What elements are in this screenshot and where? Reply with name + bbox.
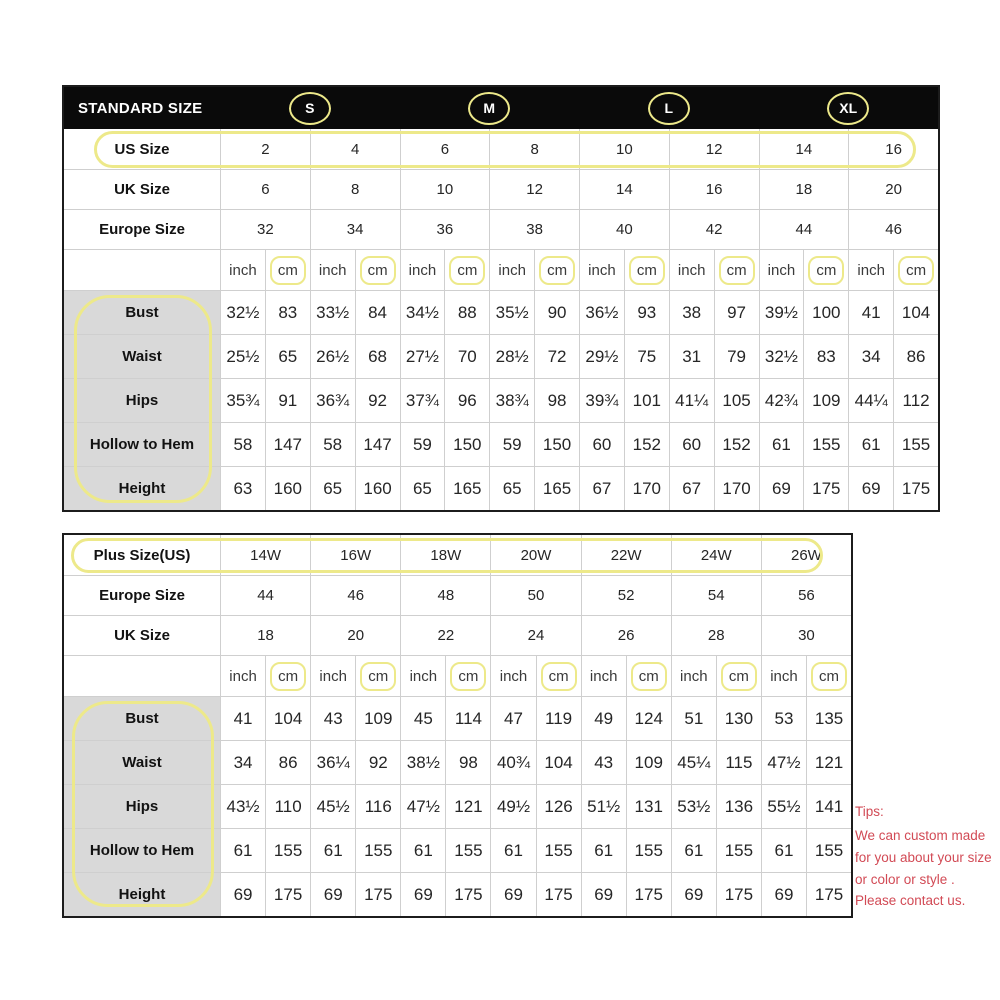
measure-value-cell: 69 xyxy=(400,873,445,916)
measure-value-cell: 61 xyxy=(848,423,893,466)
measure-value-cell: 100 xyxy=(803,291,848,334)
measure-value-cell: 55½ xyxy=(761,785,806,828)
size-value-cell: 36 xyxy=(400,210,490,249)
measure-value-cell: 63 xyxy=(220,467,265,510)
size-value-cell: 12 xyxy=(669,129,759,169)
size-bubble-s: S xyxy=(289,92,331,125)
measure-value-cell: 59 xyxy=(400,423,445,466)
cm-highlight-box: cm xyxy=(270,662,306,691)
measure-value-cell: 61 xyxy=(581,829,626,872)
measure-value-cell: 45¼ xyxy=(671,741,716,784)
measure-row xyxy=(64,334,938,378)
cm-highlight-box: cm xyxy=(721,662,757,691)
measure-row xyxy=(64,784,851,828)
measure-value-cell: 75 xyxy=(624,335,669,378)
measure-value-cell: 104 xyxy=(893,291,938,334)
cm-highlight-box: cm xyxy=(541,662,577,691)
inch-unit-cell: inch xyxy=(581,656,626,696)
measure-value-cell: 32½ xyxy=(759,335,804,378)
measure-value-cell: 41¼ xyxy=(669,379,714,422)
size-group-s xyxy=(220,92,400,125)
cm-unit-cell xyxy=(716,656,761,696)
tips-line: for you about your size xyxy=(855,849,992,865)
measure-value-cell: 43 xyxy=(581,741,626,784)
measure-value-cell: 36¾ xyxy=(310,379,355,422)
measure-value-cell: 33½ xyxy=(310,291,355,334)
measure-value-cell: 61 xyxy=(310,829,355,872)
measure-value-cell: 29½ xyxy=(579,335,624,378)
measure-row xyxy=(64,466,938,510)
size-value-cell: 22 xyxy=(400,616,490,655)
measure-value-cell: 131 xyxy=(626,785,671,828)
measure-value-cell: 69 xyxy=(581,873,626,916)
measure-value-cell: 83 xyxy=(803,335,848,378)
measure-value-cell: 34 xyxy=(220,741,265,784)
size-value-cell: 48 xyxy=(400,576,490,615)
cm-highlight-box: cm xyxy=(811,662,847,691)
measure-value-cell: 84 xyxy=(355,291,400,334)
measure-value-cell: 175 xyxy=(806,873,851,916)
measure-value-cell: 41 xyxy=(220,697,265,740)
measure-value-cell: 175 xyxy=(355,873,400,916)
size-value-cell: 26 xyxy=(581,616,671,655)
measure-value-cell: 91 xyxy=(265,379,310,422)
cm-unit-cell xyxy=(624,250,669,290)
measure-value-cell: 119 xyxy=(536,697,581,740)
unit-row-empty-label xyxy=(64,250,220,290)
measure-value-cell: 47½ xyxy=(400,785,445,828)
size-value-cell: 26W xyxy=(761,535,851,575)
cm-highlight-box: cm xyxy=(719,256,755,285)
measure-value-cell: 121 xyxy=(806,741,851,784)
cm-highlight-box: cm xyxy=(270,256,306,285)
cm-unit-cell xyxy=(893,250,938,290)
inch-unit-cell: inch xyxy=(220,656,265,696)
measure-value-cell: 155 xyxy=(355,829,400,872)
measure-value-cell: 83 xyxy=(265,291,310,334)
size-row-label: Plus Size(US) xyxy=(93,546,191,564)
size-value-cell: 16W xyxy=(310,535,400,575)
tips-title: Tips: xyxy=(855,804,884,819)
measure-value-cell: 155 xyxy=(536,829,581,872)
measure-row-label: Hips xyxy=(64,785,220,828)
measure-value-cell: 170 xyxy=(624,467,669,510)
measure-value-cell: 25½ xyxy=(220,335,265,378)
measure-row-label: Bust xyxy=(64,291,220,334)
cm-unit-cell xyxy=(355,250,400,290)
measure-value-cell: 79 xyxy=(714,335,759,378)
measure-value-cell: 69 xyxy=(220,873,265,916)
measure-value-cell: 60 xyxy=(579,423,624,466)
measure-value-cell: 155 xyxy=(445,829,490,872)
measure-value-cell: 59 xyxy=(489,423,534,466)
measure-value-cell: 67 xyxy=(669,467,714,510)
measure-value-cell: 38¾ xyxy=(489,379,534,422)
cm-unit-cell xyxy=(444,250,489,290)
measure-value-cell: 115 xyxy=(716,741,761,784)
cm-unit-cell xyxy=(803,250,848,290)
size-value-cell: 10 xyxy=(579,129,669,169)
measure-value-cell: 65 xyxy=(489,467,534,510)
size-value-cell: 18 xyxy=(220,616,310,655)
measure-row-label: Hollow to Hem xyxy=(64,423,220,466)
measure-value-cell: 150 xyxy=(444,423,489,466)
measure-value-cell: 45 xyxy=(400,697,445,740)
cm-unit-cell xyxy=(265,656,310,696)
measure-value-cell: 175 xyxy=(893,467,938,510)
size-value-cell: 20W xyxy=(490,535,580,575)
measure-value-cell: 41 xyxy=(848,291,893,334)
measure-value-cell: 101 xyxy=(624,379,669,422)
measure-value-cell: 67 xyxy=(579,467,624,510)
inch-unit-cell: inch xyxy=(671,656,716,696)
measure-value-cell: 65 xyxy=(310,467,355,510)
measure-value-cell: 97 xyxy=(714,291,759,334)
size-value-cell: 38 xyxy=(489,210,579,249)
size-value-cell: 16 xyxy=(848,129,938,169)
measure-value-cell: 155 xyxy=(626,829,671,872)
size-bubble-xl: XL xyxy=(827,92,869,125)
size-row xyxy=(64,535,851,575)
measure-value-cell: 93 xyxy=(624,291,669,334)
measure-value-cell: 36¼ xyxy=(310,741,355,784)
measure-value-cell: 69 xyxy=(848,467,893,510)
size-row xyxy=(64,209,938,249)
size-value-cell: 4 xyxy=(310,129,400,169)
standard-size-table xyxy=(62,85,940,512)
tips-line: Please contact us. xyxy=(855,893,966,909)
measure-value-cell: 26½ xyxy=(310,335,355,378)
size-value-cell: 44 xyxy=(759,210,849,249)
inch-unit-cell: inch xyxy=(310,656,355,696)
measure-value-cell: 69 xyxy=(761,873,806,916)
measure-value-cell: 61 xyxy=(220,829,265,872)
measure-value-cell: 47½ xyxy=(761,741,806,784)
size-group-l xyxy=(579,92,759,125)
size-value-cell: 24 xyxy=(490,616,580,655)
inch-unit-cell: inch xyxy=(400,656,445,696)
measure-value-cell: 98 xyxy=(445,741,490,784)
cm-highlight-box: cm xyxy=(629,256,665,285)
measure-value-cell: 61 xyxy=(490,829,535,872)
measure-value-cell: 34½ xyxy=(400,291,445,334)
measure-value-cell: 105 xyxy=(714,379,759,422)
size-row xyxy=(64,129,938,169)
size-value-cell: 14 xyxy=(579,170,669,209)
measure-value-cell: 96 xyxy=(444,379,489,422)
size-value-cell: 8 xyxy=(489,129,579,169)
measure-value-cell: 45½ xyxy=(310,785,355,828)
measure-value-cell: 155 xyxy=(806,829,851,872)
measure-value-cell: 147 xyxy=(355,423,400,466)
inch-unit-cell: inch xyxy=(220,250,265,290)
measure-row xyxy=(64,422,938,466)
measure-value-cell: 112 xyxy=(893,379,938,422)
measure-row-label: Hips xyxy=(64,379,220,422)
inch-unit-cell: inch xyxy=(761,656,806,696)
cm-highlight-box: cm xyxy=(449,256,485,285)
size-value-cell: 56 xyxy=(761,576,851,615)
measure-value-cell: 36½ xyxy=(579,291,624,334)
measure-value-cell: 49½ xyxy=(490,785,535,828)
size-value-cell: 28 xyxy=(671,616,761,655)
cm-highlight-box: cm xyxy=(450,662,486,691)
measure-value-cell: 160 xyxy=(265,467,310,510)
measure-value-cell: 175 xyxy=(803,467,848,510)
cm-unit-cell xyxy=(445,656,490,696)
size-value-cell: 46 xyxy=(310,576,400,615)
measure-value-cell: 28½ xyxy=(489,335,534,378)
standard-size-table-body xyxy=(64,129,938,510)
size-value-cell: 40 xyxy=(579,210,669,249)
cm-unit-cell xyxy=(355,656,400,696)
measure-value-cell: 141 xyxy=(806,785,851,828)
measure-value-cell: 116 xyxy=(355,785,400,828)
cm-highlight-box: cm xyxy=(808,256,844,285)
measure-value-cell: 44¼ xyxy=(848,379,893,422)
measure-value-cell: 104 xyxy=(265,697,310,740)
measure-value-cell: 61 xyxy=(400,829,445,872)
measure-value-cell: 86 xyxy=(893,335,938,378)
cm-highlight-box: cm xyxy=(360,256,396,285)
measure-row-label: Hollow to Hem xyxy=(64,829,220,872)
size-row-label: UK Size xyxy=(114,181,170,198)
measure-value-cell: 32½ xyxy=(220,291,265,334)
measure-value-cell: 155 xyxy=(716,829,761,872)
measure-value-cell: 175 xyxy=(626,873,671,916)
measure-value-cell: 37¾ xyxy=(400,379,445,422)
measure-value-cell: 126 xyxy=(536,785,581,828)
measure-value-cell: 53½ xyxy=(671,785,716,828)
measure-row xyxy=(64,290,938,334)
inch-unit-cell: inch xyxy=(669,250,714,290)
measure-value-cell: 61 xyxy=(671,829,716,872)
measure-value-cell: 70 xyxy=(444,335,489,378)
measure-value-cell: 109 xyxy=(626,741,671,784)
measure-value-cell: 147 xyxy=(265,423,310,466)
cm-unit-cell xyxy=(626,656,671,696)
inch-unit-cell: inch xyxy=(759,250,804,290)
measure-value-cell: 69 xyxy=(310,873,355,916)
measure-value-cell: 121 xyxy=(445,785,490,828)
measure-value-cell: 69 xyxy=(490,873,535,916)
size-value-cell: 2 xyxy=(220,129,310,169)
inch-unit-cell: inch xyxy=(489,250,534,290)
measure-value-cell: 35¾ xyxy=(220,379,265,422)
measure-value-cell: 109 xyxy=(803,379,848,422)
measure-row-label: Waist xyxy=(64,335,220,378)
measure-value-cell: 61 xyxy=(759,423,804,466)
size-value-cell: 20 xyxy=(310,616,400,655)
measure-value-cell: 61 xyxy=(761,829,806,872)
measure-row-label: Height xyxy=(64,873,220,916)
measure-value-cell: 109 xyxy=(355,697,400,740)
measure-value-cell: 175 xyxy=(445,873,490,916)
size-row xyxy=(64,575,851,615)
measure-value-cell: 51½ xyxy=(581,785,626,828)
standard-size-title: STANDARD SIZE xyxy=(78,99,203,117)
size-value-cell: 12 xyxy=(489,170,579,209)
size-value-cell: 8 xyxy=(310,170,400,209)
custom-made-tips xyxy=(855,801,1000,912)
measure-row-label: Waist xyxy=(64,741,220,784)
measure-value-cell: 90 xyxy=(534,291,579,334)
measure-value-cell: 69 xyxy=(759,467,804,510)
measure-row xyxy=(64,740,851,784)
standard-size-header xyxy=(64,87,938,129)
measure-value-cell: 88 xyxy=(444,291,489,334)
measure-value-cell: 38½ xyxy=(400,741,445,784)
measure-row xyxy=(64,696,851,740)
size-row-label: US Size xyxy=(114,140,170,158)
unit-row xyxy=(64,655,851,696)
measure-row-label: Bust xyxy=(64,697,220,740)
inch-unit-cell: inch xyxy=(490,656,535,696)
measure-value-cell: 65 xyxy=(400,467,445,510)
measure-value-cell: 49 xyxy=(581,697,626,740)
measure-value-cell: 175 xyxy=(265,873,310,916)
size-row xyxy=(64,169,938,209)
size-value-cell: 52 xyxy=(581,576,671,615)
size-value-cell: 32 xyxy=(220,210,310,249)
cm-unit-cell xyxy=(714,250,759,290)
measure-value-cell: 72 xyxy=(534,335,579,378)
inch-unit-cell: inch xyxy=(400,250,445,290)
measure-row xyxy=(64,828,851,872)
cm-highlight-box: cm xyxy=(898,256,934,285)
measure-value-cell: 92 xyxy=(355,741,400,784)
size-value-cell: 54 xyxy=(671,576,761,615)
measure-value-cell: 155 xyxy=(803,423,848,466)
cm-unit-cell xyxy=(536,656,581,696)
measure-row xyxy=(64,872,851,916)
unit-row xyxy=(64,249,938,290)
measure-value-cell: 60 xyxy=(669,423,714,466)
size-value-cell: 14 xyxy=(759,129,849,169)
measure-value-cell: 43½ xyxy=(220,785,265,828)
measure-value-cell: 35½ xyxy=(489,291,534,334)
size-value-cell: 14W xyxy=(220,535,310,575)
measure-value-cell: 165 xyxy=(444,467,489,510)
cm-unit-cell xyxy=(806,656,851,696)
measure-value-cell: 98 xyxy=(534,379,579,422)
size-value-cell: 44 xyxy=(220,576,310,615)
measure-value-cell: 155 xyxy=(265,829,310,872)
inch-unit-cell: inch xyxy=(310,250,355,290)
measure-value-cell: 160 xyxy=(355,467,400,510)
measure-value-cell: 165 xyxy=(534,467,579,510)
measure-value-cell: 152 xyxy=(714,423,759,466)
measure-value-cell: 43 xyxy=(310,697,355,740)
size-value-cell: 24W xyxy=(671,535,761,575)
tips-line: or color or style . xyxy=(855,871,955,887)
size-value-cell: 18W xyxy=(400,535,490,575)
measure-value-cell: 38 xyxy=(669,291,714,334)
measure-value-cell: 175 xyxy=(536,873,581,916)
measure-value-cell: 40¾ xyxy=(490,741,535,784)
size-bubble-m: M xyxy=(468,92,510,125)
size-value-cell: 20 xyxy=(848,170,938,209)
tips-line: We can custom made xyxy=(855,827,986,843)
measure-value-cell: 31 xyxy=(669,335,714,378)
measure-value-cell: 27½ xyxy=(400,335,445,378)
measure-value-cell: 175 xyxy=(716,873,761,916)
measure-value-cell: 39½ xyxy=(759,291,804,334)
measure-value-cell: 152 xyxy=(624,423,669,466)
size-value-cell: 50 xyxy=(490,576,580,615)
size-value-cell: 18 xyxy=(759,170,849,209)
size-value-cell: 34 xyxy=(310,210,400,249)
measure-value-cell: 68 xyxy=(355,335,400,378)
cm-unit-cell xyxy=(265,250,310,290)
measure-value-cell: 150 xyxy=(534,423,579,466)
measure-value-cell: 136 xyxy=(716,785,761,828)
cm-highlight-box: cm xyxy=(360,662,396,691)
measure-row-label: Height xyxy=(64,467,220,510)
measure-value-cell: 110 xyxy=(265,785,310,828)
size-value-cell: 42 xyxy=(669,210,759,249)
measure-value-cell: 135 xyxy=(806,697,851,740)
size-row-label: Europe Size xyxy=(99,587,185,604)
size-group-xl xyxy=(759,92,939,125)
measure-value-cell: 42¾ xyxy=(759,379,804,422)
cm-highlight-box: cm xyxy=(631,662,667,691)
size-value-cell: 6 xyxy=(400,129,490,169)
plus-size-table xyxy=(62,533,853,918)
measure-value-cell: 51 xyxy=(671,697,716,740)
inch-unit-cell: inch xyxy=(579,250,624,290)
size-value-cell: 22W xyxy=(581,535,671,575)
plus-size-table-body xyxy=(64,535,851,916)
size-value-cell: 30 xyxy=(761,616,851,655)
measure-value-cell: 69 xyxy=(671,873,716,916)
measure-row xyxy=(64,378,938,422)
measure-value-cell: 155 xyxy=(893,423,938,466)
measure-value-cell: 104 xyxy=(536,741,581,784)
size-value-cell: 6 xyxy=(220,170,310,209)
measure-value-cell: 58 xyxy=(310,423,355,466)
measure-value-cell: 39¾ xyxy=(579,379,624,422)
measure-value-cell: 47 xyxy=(490,697,535,740)
cm-highlight-box: cm xyxy=(539,256,575,285)
measure-value-cell: 92 xyxy=(355,379,400,422)
size-row-label: UK Size xyxy=(114,627,170,644)
size-row xyxy=(64,615,851,655)
measure-value-cell: 86 xyxy=(265,741,310,784)
measure-value-cell: 34 xyxy=(848,335,893,378)
size-group-m xyxy=(400,92,580,125)
measure-value-cell: 58 xyxy=(220,423,265,466)
measure-value-cell: 65 xyxy=(265,335,310,378)
cm-unit-cell xyxy=(534,250,579,290)
size-row-label: Europe Size xyxy=(99,221,185,238)
inch-unit-cell: inch xyxy=(848,250,893,290)
measure-value-cell: 170 xyxy=(714,467,759,510)
measure-value-cell: 124 xyxy=(626,697,671,740)
measure-value-cell: 130 xyxy=(716,697,761,740)
size-value-cell: 10 xyxy=(400,170,490,209)
size-value-cell: 16 xyxy=(669,170,759,209)
size-value-cell: 46 xyxy=(848,210,938,249)
size-bubble-l: L xyxy=(648,92,690,125)
measure-value-cell: 53 xyxy=(761,697,806,740)
measure-value-cell: 114 xyxy=(445,697,490,740)
unit-row-empty-label xyxy=(64,656,220,696)
